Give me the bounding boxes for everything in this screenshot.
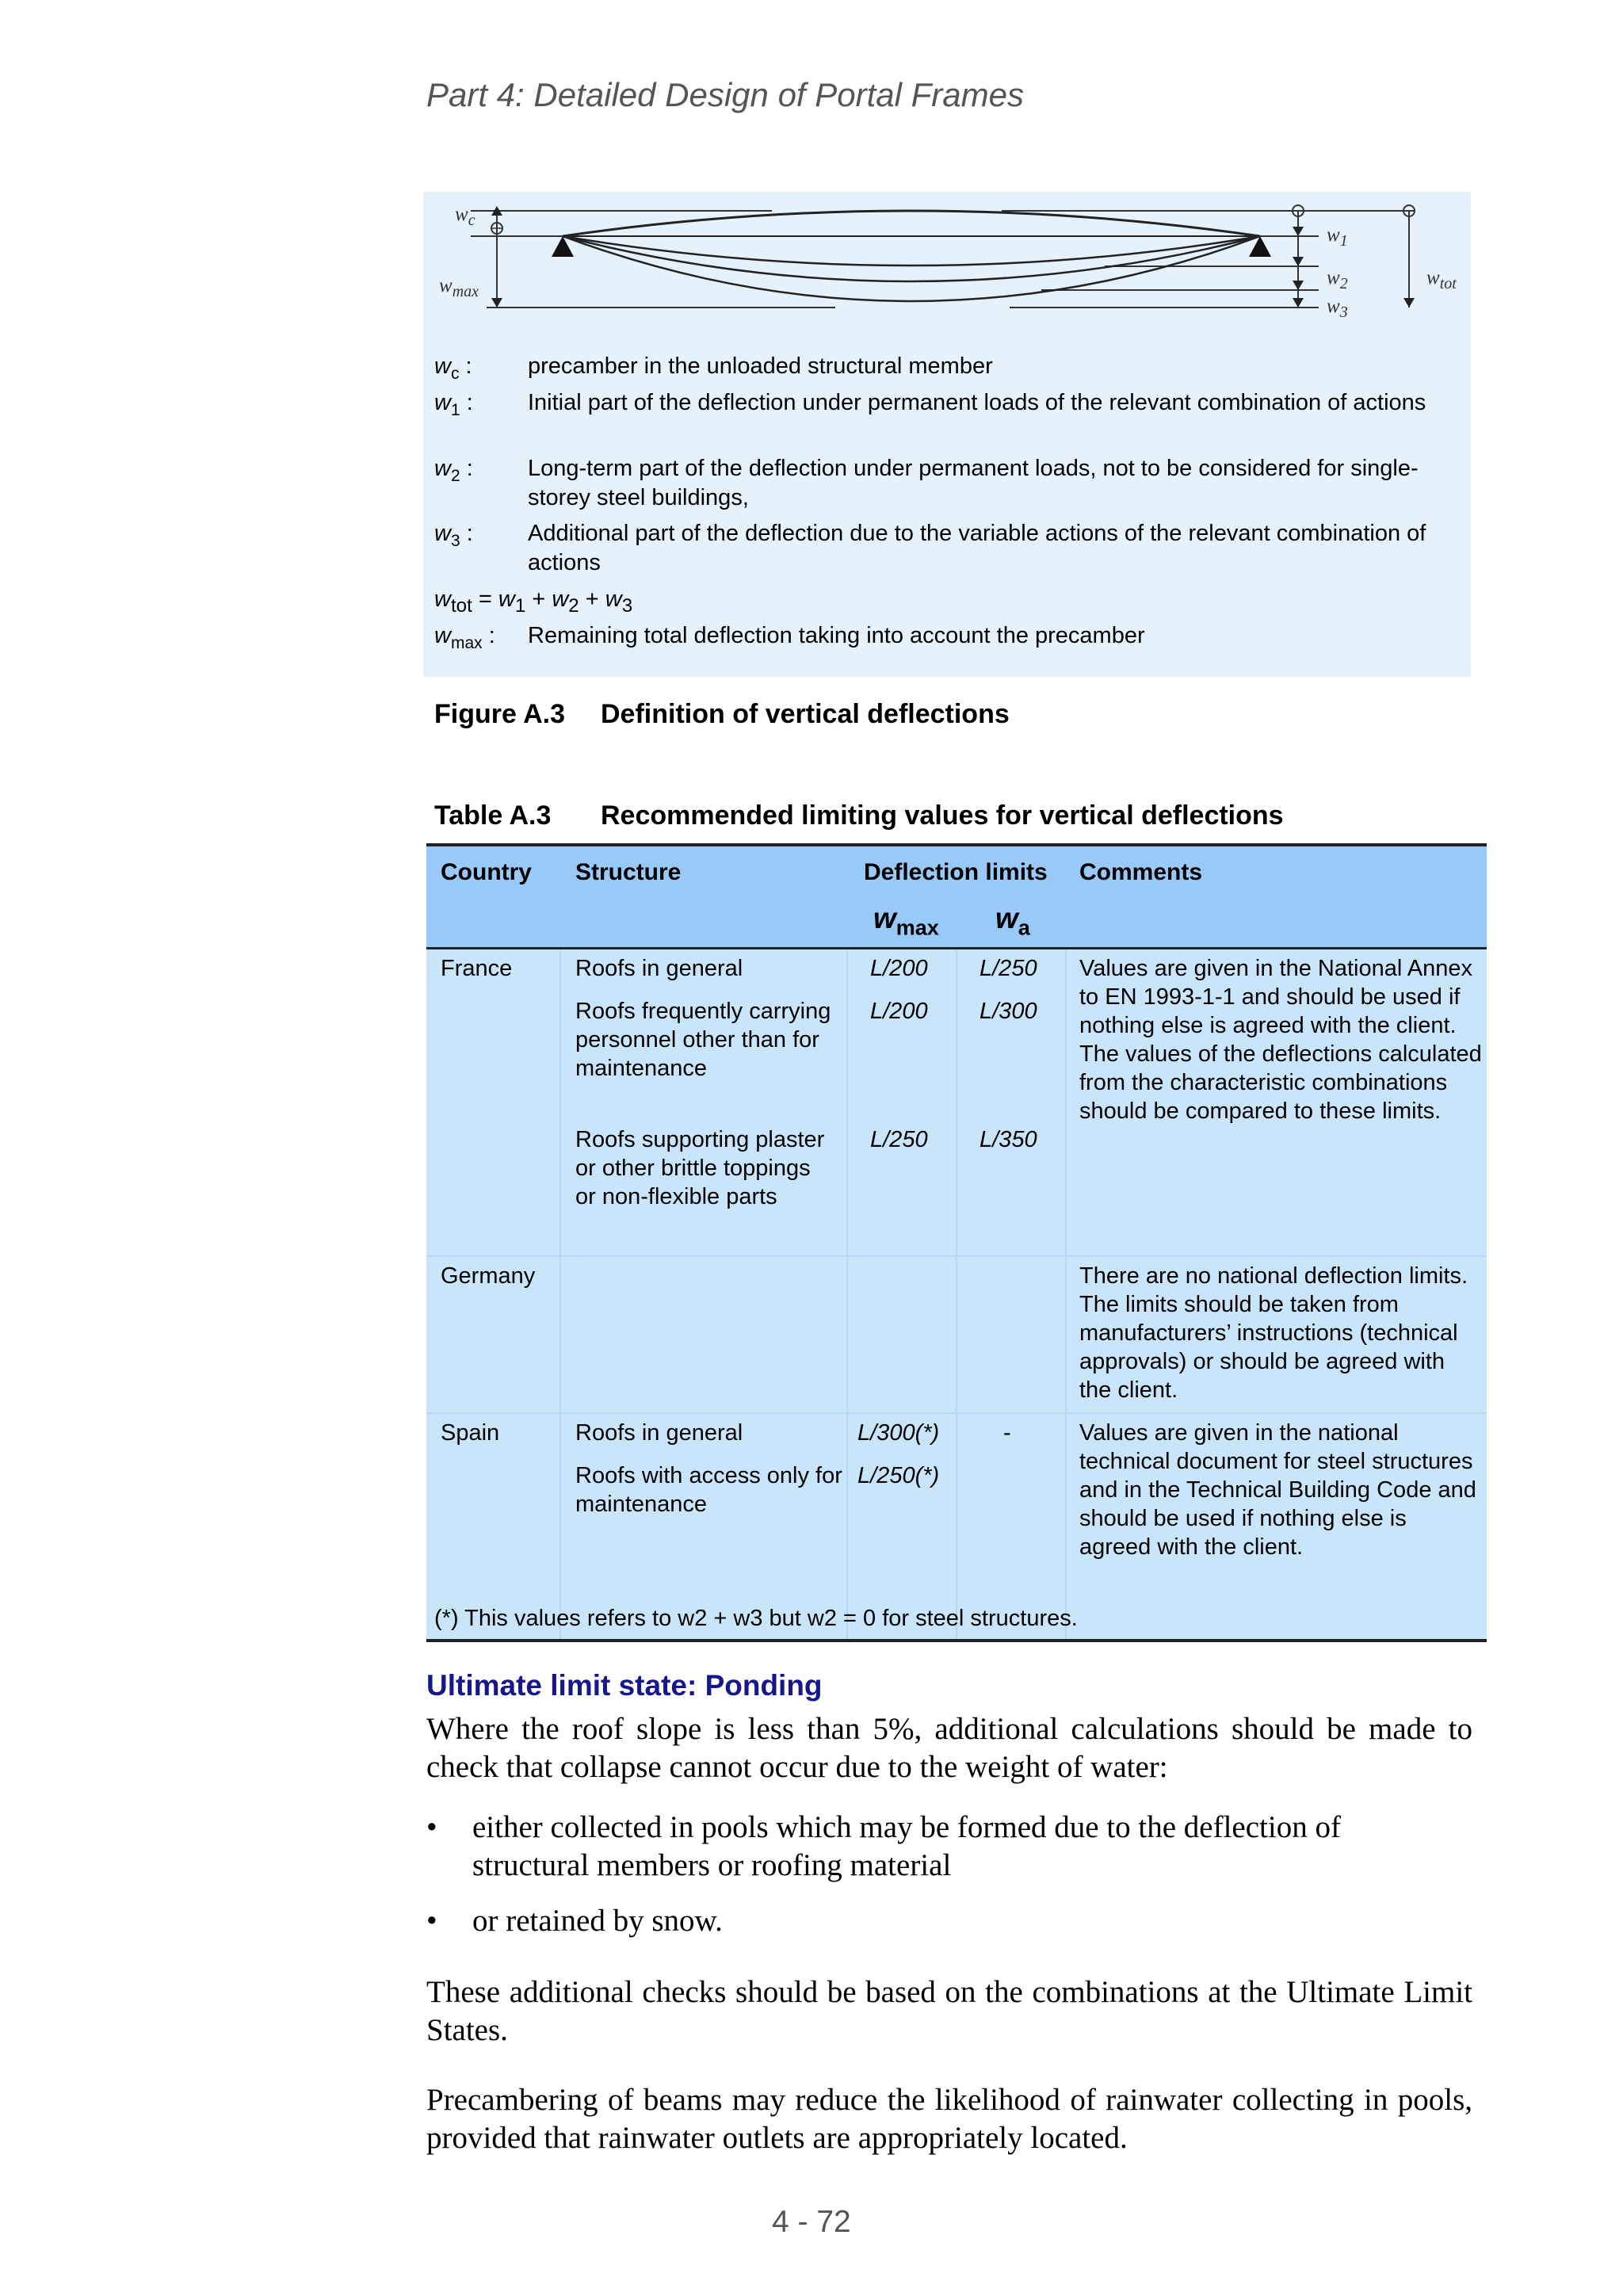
- country-cell: Germany: [441, 1263, 536, 1289]
- header-comments: Comments: [1079, 859, 1203, 885]
- definition-text: Initial part of the deflection under permanent loads of the relevant combination of actions: [528, 390, 1426, 415]
- wa-cell: L/250: [980, 956, 1037, 981]
- definition-symbol: $w_1$ :: [434, 390, 473, 419]
- wmax-cell: L/250: [870, 1127, 928, 1152]
- figure-caption: [434, 699, 1010, 730]
- wa-cell: L/350: [980, 1127, 1037, 1152]
- comment-cell: There are no national deflection limits. The limits should be taken from manufacturers’ instructions (technical approvals) or should be agreed with the client.: [1079, 1263, 1468, 1403]
- wmax-label: $w_{max}$: [439, 275, 479, 300]
- wc-label: $w_c$: [455, 204, 475, 229]
- running-header: Part 4: Detailed Design of Portal Frames: [426, 76, 1024, 113]
- deflection-diagram: [423, 192, 1471, 350]
- w1-label: $w_1$: [1327, 224, 1348, 250]
- structure-cell: Roofs in general: [575, 1420, 743, 1446]
- country-cell: Spain: [441, 1420, 500, 1446]
- table-body: [426, 949, 1487, 1639]
- definition-text: precamber in the unloaded structural member: [528, 353, 993, 379]
- definition-symbol: $w_c$ :: [434, 353, 472, 383]
- definition-symbol: $w_3$ :: [434, 521, 473, 550]
- header-wa: $w_a$: [995, 902, 1030, 940]
- wa-cell: L/300: [980, 999, 1037, 1024]
- definition-text: Long-term part of the deflection under permanent loads, not to be considered for single-storey steel buildings,: [528, 456, 1419, 510]
- wtot-label: $w_{tot}$: [1426, 267, 1457, 292]
- comment-cell: Values are given in the National Annex to EN 1993-1-1 and should be used if nothing else is agreed with the client. The values of the deflections calculated from the characteristic combinations should be compared to these limits.: [1079, 956, 1482, 1124]
- header-wmax: $w_{max}$: [873, 902, 939, 940]
- table-title: Recommended limiting values for vertical deflections: [601, 800, 1284, 831]
- structure-cell: Roofs with access only for maintenance: [575, 1463, 842, 1517]
- definition-wtot: [434, 585, 1465, 621]
- bullet-icon: •: [426, 1810, 437, 1844]
- bullet-text: either collected in pools which may be formed due to the deflection of structural members or roofing material: [472, 1810, 1341, 1882]
- figure-label: Figure A.3: [434, 699, 565, 729]
- figure-panel: [423, 192, 1471, 677]
- bullet-icon: •: [426, 1904, 437, 1938]
- country-cell: France: [441, 956, 513, 981]
- definition-symbol: $w_{max}$ :: [434, 623, 495, 652]
- section-heading: Ultimate limit state: Ponding: [426, 1669, 823, 1702]
- definition-symbol: $w_2$ :: [434, 456, 473, 485]
- table-caption: [434, 800, 1284, 831]
- page-number: 4 - 72: [772, 2205, 851, 2239]
- w2-label: $w_2$: [1327, 267, 1348, 292]
- definition-text: Remaining total deflection taking into account the precamber: [528, 623, 1145, 648]
- wmax-cell: L/250(*): [857, 1463, 940, 1488]
- table-label: Table A.3: [434, 800, 552, 831]
- table-bottom-rule: [426, 1639, 1487, 1642]
- paragraph: These additional checks should be based on the combinations at the Ultimate Limit States.: [426, 1975, 1472, 2047]
- wmax-cell: L/200: [870, 956, 928, 981]
- structure-cell: Roofs frequently carrying personnel other than for maintenance: [575, 999, 831, 1081]
- paragraph: Precambering of beams may reduce the likelihood of rainwater collecting in pools, provided that rainwater outlets are appropriately located.: [426, 2083, 1472, 2155]
- bullet-text: or retained by snow.: [472, 1904, 723, 1938]
- w3-label: $w_3$: [1327, 296, 1348, 321]
- wtot-equation: $w_{tot} = w_1 + w_2 + w_3$: [434, 586, 633, 617]
- section-intro-paragraph: Where the roof slope is less than 5%, additional calculations should be made to check that collapse cannot occur due to the weight of water:: [426, 1712, 1472, 1784]
- header-deflection-limits: Deflection limits: [864, 859, 1048, 885]
- figure-title: Definition of vertical deflections: [601, 699, 1010, 729]
- header-structure: Structure: [575, 859, 682, 885]
- structure-cell: Roofs in general: [575, 956, 743, 981]
- definition-text: Additional part of the deflection due to the variable actions of the relevant combination of actions: [528, 521, 1426, 575]
- structure-cell: Roofs supporting plaster or other brittle toppings or non-flexible parts: [575, 1127, 825, 1209]
- comment-cell: Values are given in the national technical document for steel structures and in the Technical Building Code and should be used if nothing else is agreed with the client.: [1079, 1420, 1476, 1560]
- wa-cell: -: [1003, 1420, 1011, 1446]
- header-country: Country: [441, 859, 532, 885]
- table-header: [426, 843, 1487, 949]
- wmax-cell: L/300(*): [857, 1420, 940, 1446]
- wmax-cell: L/200: [870, 999, 928, 1024]
- table-footnote: (*) This values refers to w2 + w3 but w2 = 0 for steel structures.: [434, 1606, 1078, 1631]
